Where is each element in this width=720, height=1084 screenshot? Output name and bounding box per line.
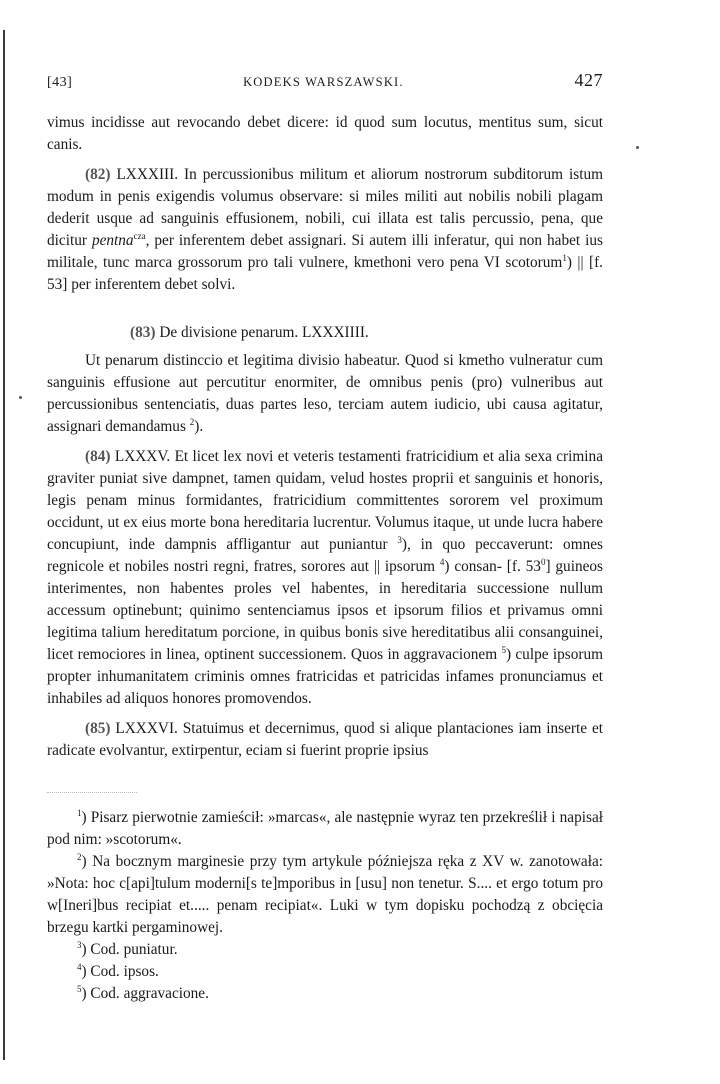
footnote <box>47 961 603 983</box>
article-text: ) || [f. 53] per inferentem debet solvi. <box>47 254 603 293</box>
binding-edge-line <box>3 30 5 1060</box>
folio-superscript: 0 <box>540 556 546 567</box>
footnote-number: 4 <box>77 961 82 972</box>
article-85 <box>47 718 603 762</box>
margin-speck <box>19 396 22 399</box>
article-number: (83) <box>130 324 156 341</box>
footnote <box>47 851 603 939</box>
article-text: ) culpe ipsorum propter inhumanitatem criminis omnes fratricidas et patricidas infames pronunciamus et inhabiles ad aliquos honores promovendos. <box>47 646 603 707</box>
page <box>47 70 603 1005</box>
article-number: (84) <box>85 448 111 465</box>
article-text: LXXXIII. In percussionibus militum et aliorum nostrorum subditorum istum modum in penis exigendis volumus observare: si miles militi aut nobilis nobili plagam dederit usque ad sanguinis effusionem, nobili, cui illata est talis percussio, pena, que dicitur <box>47 166 603 249</box>
running-header <box>47 70 603 98</box>
article-text: ). <box>194 418 204 435</box>
article-number: (82) <box>85 166 111 183</box>
footnote-number: 2 <box>77 851 82 862</box>
footnote-ref: 3 <box>397 534 402 545</box>
footnote-text: ) Na bocznym marginesie przy tym artykule późniejsza ręka z XV w. zanotowała: »Nota: hoc c[api]tulum moderni[s te]mporibus in [usu] non tenetur. S.... et ergo totum pro w[Ineri]bus recipiat et..... penam recipiat«. Luki w tym dopisku pochodzą z obcięcia brzegu kartki pergaminowej. <box>47 853 603 936</box>
footnote-text: ) Cod. aggravacione. <box>81 985 209 1002</box>
page-number: 427 <box>574 70 603 90</box>
article-83 <box>47 350 603 438</box>
article-text: LXXXVI. Statuimus et decernimus, quod si alique plantaciones iam inserte et radicate evolvantur, extirpentur, eciam si fuerint proprie ipsius <box>47 720 603 759</box>
article-text: ] guineos interimentes, non habentes proles vel habentes, in hereditaria successione nullum accessum optinebunt; quinimo sentenciamus ipsos et ipsorum filios et privamus omni legitima talium hereditatum porcione, in quibus bonis sive hereditatibus alii consanguinei, licet remociores in linea, optinent successionem. Quos in aggravacionem <box>47 558 603 663</box>
paragraph-continuation: vimus incidisse aut revocando debet dicere: id quod sum locutus, mentitus sum, sicut canis. <box>47 114 603 153</box>
footnote-number: 1 <box>77 807 82 818</box>
footnote <box>47 983 603 1005</box>
italic-term: pentna <box>91 232 134 249</box>
footnote-text: ) Cod. puniatur. <box>81 941 178 958</box>
article-heading-text: De divisione penarum. LXXXIIII. <box>155 324 369 341</box>
footnote-number: 3 <box>77 939 82 950</box>
article-text: ) consan- [f. 53 <box>444 558 541 575</box>
footnote-separator <box>47 792 137 793</box>
footnote-text: ) Cod. ipsos. <box>81 963 159 980</box>
article-84 <box>47 446 603 710</box>
article-82 <box>47 164 603 296</box>
footnote-text: ) Pisarz pierwotnie zamieścił: »marcas«, ale następnie wyraz ten przekreślił i napisał pod nim: »scotorum«. <box>47 809 603 848</box>
article-text: , per inferentem debet assignari. Si autem illi inferatur, qui non habet ius militale, tunc marca grossorum pro tali vulnere, kmethoni vero pena VI scotorum <box>47 232 603 271</box>
header-title: KODEKS WARSZAWSKI. <box>243 75 404 89</box>
article-83-heading <box>47 322 603 344</box>
article-number: (85) <box>85 720 111 737</box>
footnote-ref: 4 <box>439 556 445 567</box>
header-section-number: [43] <box>47 75 73 90</box>
footnote-ref: 2 <box>189 416 195 427</box>
footnote-ref: 5 <box>501 644 506 655</box>
superscript-note: cza <box>133 230 146 241</box>
footnote <box>47 939 603 961</box>
footnotes <box>47 807 603 1005</box>
footnote <box>47 807 603 851</box>
footnote-ref: 1 <box>562 252 567 263</box>
margin-speck <box>636 146 639 149</box>
article-text: LXXXV. Et licet lex novi et veteris testamenti fratricidium et alia sexa crimina graviter puniat sive dampnet, tamen quidam, velud hostes proprii et sanguinis et honoris, legis penam minus formidantes, fratricidium committentes sororem vel proximum occidunt, ut ex eius morte bona hereditaria lucrentur. Volumus itaque, ut unde lucra habere concupiunt, inde dampnis affligantur aut puniantur <box>47 448 603 553</box>
body-text <box>47 112 603 762</box>
footnote-number: 5 <box>77 983 82 994</box>
article-text: Ut penarum distinccio et legitima divisio habeatur. Quod si kmetho vulneratur cum sanguinis effusione aut percutitur enormiter, de omnibus penis (pro) vulneribus aut percussionibus sentenciatis, duas partes leso, terciam autem iudicio, ubi causa agitatur, assignari demandamus <box>47 352 603 435</box>
article-text: ), in quo peccaverunt: omnes regnicole et nobiles nostri regni, fratres, sorores aut || ipsorum <box>47 536 603 575</box>
